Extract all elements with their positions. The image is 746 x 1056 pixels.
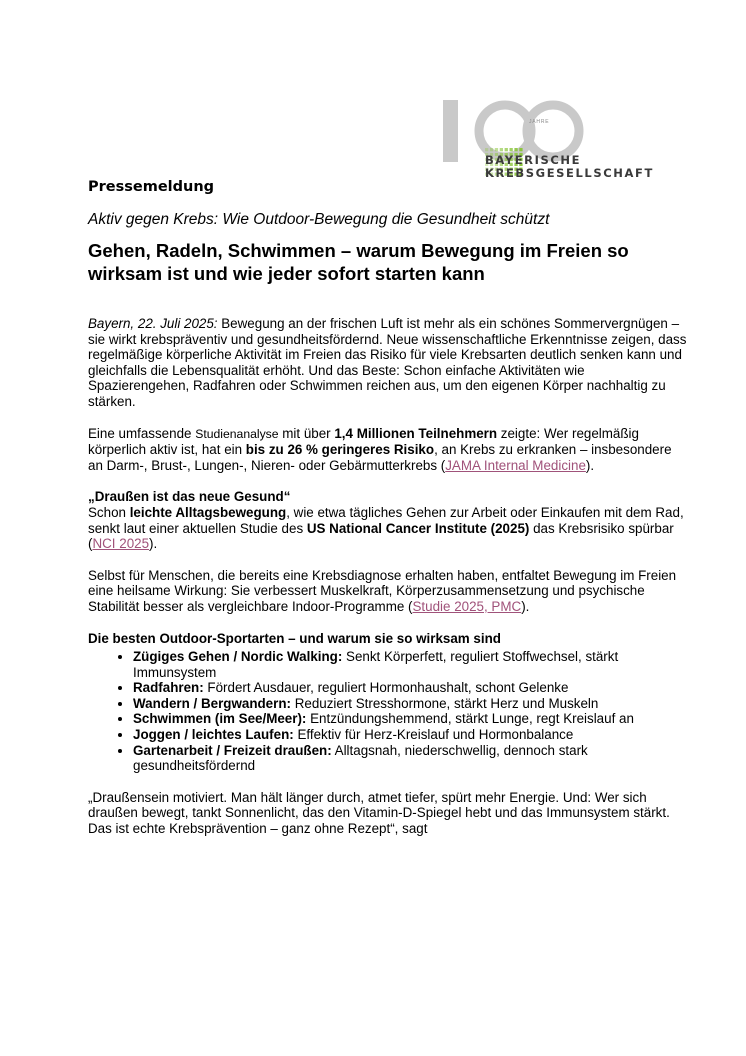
outdoor-paragraph: Schon leichte Alltagsbewegung, wie etwa tägliches Gehen zur Arbeit oder Einkaufen mit dem Rad, senkt laut einer aktuellen Studie des US National Cancer Institute (2025) das Krebsrisiko spürbar (NCI 2025). bbox=[88, 504, 684, 552]
dateline: Bayern, 22. Juli 2025: bbox=[88, 316, 218, 331]
section-heading-outdoor: „Draußen ist das neue Gesund“ bbox=[88, 489, 291, 505]
intro-paragraph: Bayern, 22. Juli 2025: Bewegung an der frischen Luft ist mehr als ein schönes Sommervergnügen – sie wirkt krebspräventiv und gesundheitsfördernd. Neue wissenschaftliche Erkenntnisse zeigen, dass regelmäßige körperliche Aktivität im Freien das Risiko für viele Krebsarten deutlich senken kann und gleichfalls die Lebensqualität erhöht. Und das Beste: Schon einfache Aktivitäten wie Spazierengehen, Radfahren oder Schwimmen reichen aus, um den eigenen Körper nachhaltig zu stärken. bbox=[88, 316, 687, 409]
headline: Gehen, Radeln, Schwimmen – warum Bewegung im Freien so wirksam ist und wie jeder sofort starten kann bbox=[88, 240, 629, 284]
diagnosis-paragraph: Selbst für Menschen, die bereits eine Krebsdiagnose erhalten haben, entfaltet Bewegung im Freien eine heilsame Wirkung: Sie verbessert Muskelkraft, Körperzusammensetzung und psychische Stabilität besser als vergleichbare Indoor-Programme (Studie 2025, PMC). bbox=[88, 567, 677, 614]
section-heading-best-sports: Die besten Outdoor-Sportarten – und warum sie so wirksam sind bbox=[88, 630, 501, 646]
logo-dot bbox=[505, 148, 508, 151]
document-label: Pressemeldung bbox=[88, 179, 215, 195]
logo-dot bbox=[485, 148, 488, 151]
jama-link[interactable]: JAMA Internal Medicine bbox=[445, 457, 586, 473]
logo-dot bbox=[519, 148, 522, 151]
subtitle: Aktiv gegen Krebs: Wie Outdoor-Bewegung die Gesundheit schützt bbox=[88, 211, 550, 228]
logo-jahre: JAHRE bbox=[529, 119, 550, 125]
list-item: • Schwimmen (im See/Meer): Entzündungshemmend, stärkt Lunge, regt Kreislauf an bbox=[133, 711, 688, 727]
list-item: • Zügiges Gehen / Nordic Walking: Senkt Körperfett, reguliert Stoffwechsel, stärkt Immunsystem bbox=[133, 649, 688, 680]
logo-name bbox=[485, 154, 654, 180]
quote-paragraph: „Draußensein motiviert. Man hält länger durch, atmet tiefer, spürt mehr Energie. Und: Wer sich draußen bewegt, tankt Sonnenlicht, das den Vitamin-D-Spiegel hebt und das Immunsystem stärkt. Das ist echte Krebsprävention – ganz ohne Rezept“, sagt bbox=[88, 789, 670, 837]
logo-dot bbox=[490, 148, 493, 151]
logo-name-line2: KREBSGESELLSCHAFT bbox=[485, 166, 654, 180]
list-item: • Gartenarbeit / Freizeit draußen: Alltagsnah, niederschwellig, dennoch stark gesundheitsfördernd bbox=[133, 743, 688, 774]
list-item: • Radfahren: Fördert Ausdauer, reguliert Hormonhaushalt, schont Gelenke bbox=[133, 680, 688, 696]
study-paragraph: Eine umfassende Studienanalyse mit über 1,4 Millionen Teilnehmern zeigte: Wer regelmäßig körperlich aktiv ist, hat ein bis zu 26 % geringeres Risiko, an Krebs zu erkranken – insbesondere an Darm-, Brust-, Lungen-, Nieren- oder Gebärmutterkrebs (JAMA Internal Medicine). bbox=[88, 425, 672, 473]
logo-dot bbox=[495, 148, 498, 151]
list-item: • Joggen / leichtes Laufen: Effektiv für Herz-Kreislauf und Hormonbalance bbox=[133, 727, 688, 743]
pmc-link[interactable]: Studie 2025, PMC bbox=[412, 598, 522, 614]
sports-list bbox=[88, 649, 688, 774]
logo-dot bbox=[510, 148, 513, 151]
press-release bbox=[88, 178, 688, 853]
nci-link[interactable]: NCI 2025 bbox=[92, 536, 150, 552]
list-item: • Wandern / Bergwandern: Reduziert Stresshormone, stärkt Herz und Muskeln bbox=[133, 696, 688, 712]
logo-dot bbox=[500, 148, 503, 151]
logo-numeral-one bbox=[443, 100, 458, 162]
logo-name-line1: BAYERISCHE bbox=[485, 153, 582, 167]
logo-dot bbox=[514, 148, 517, 151]
